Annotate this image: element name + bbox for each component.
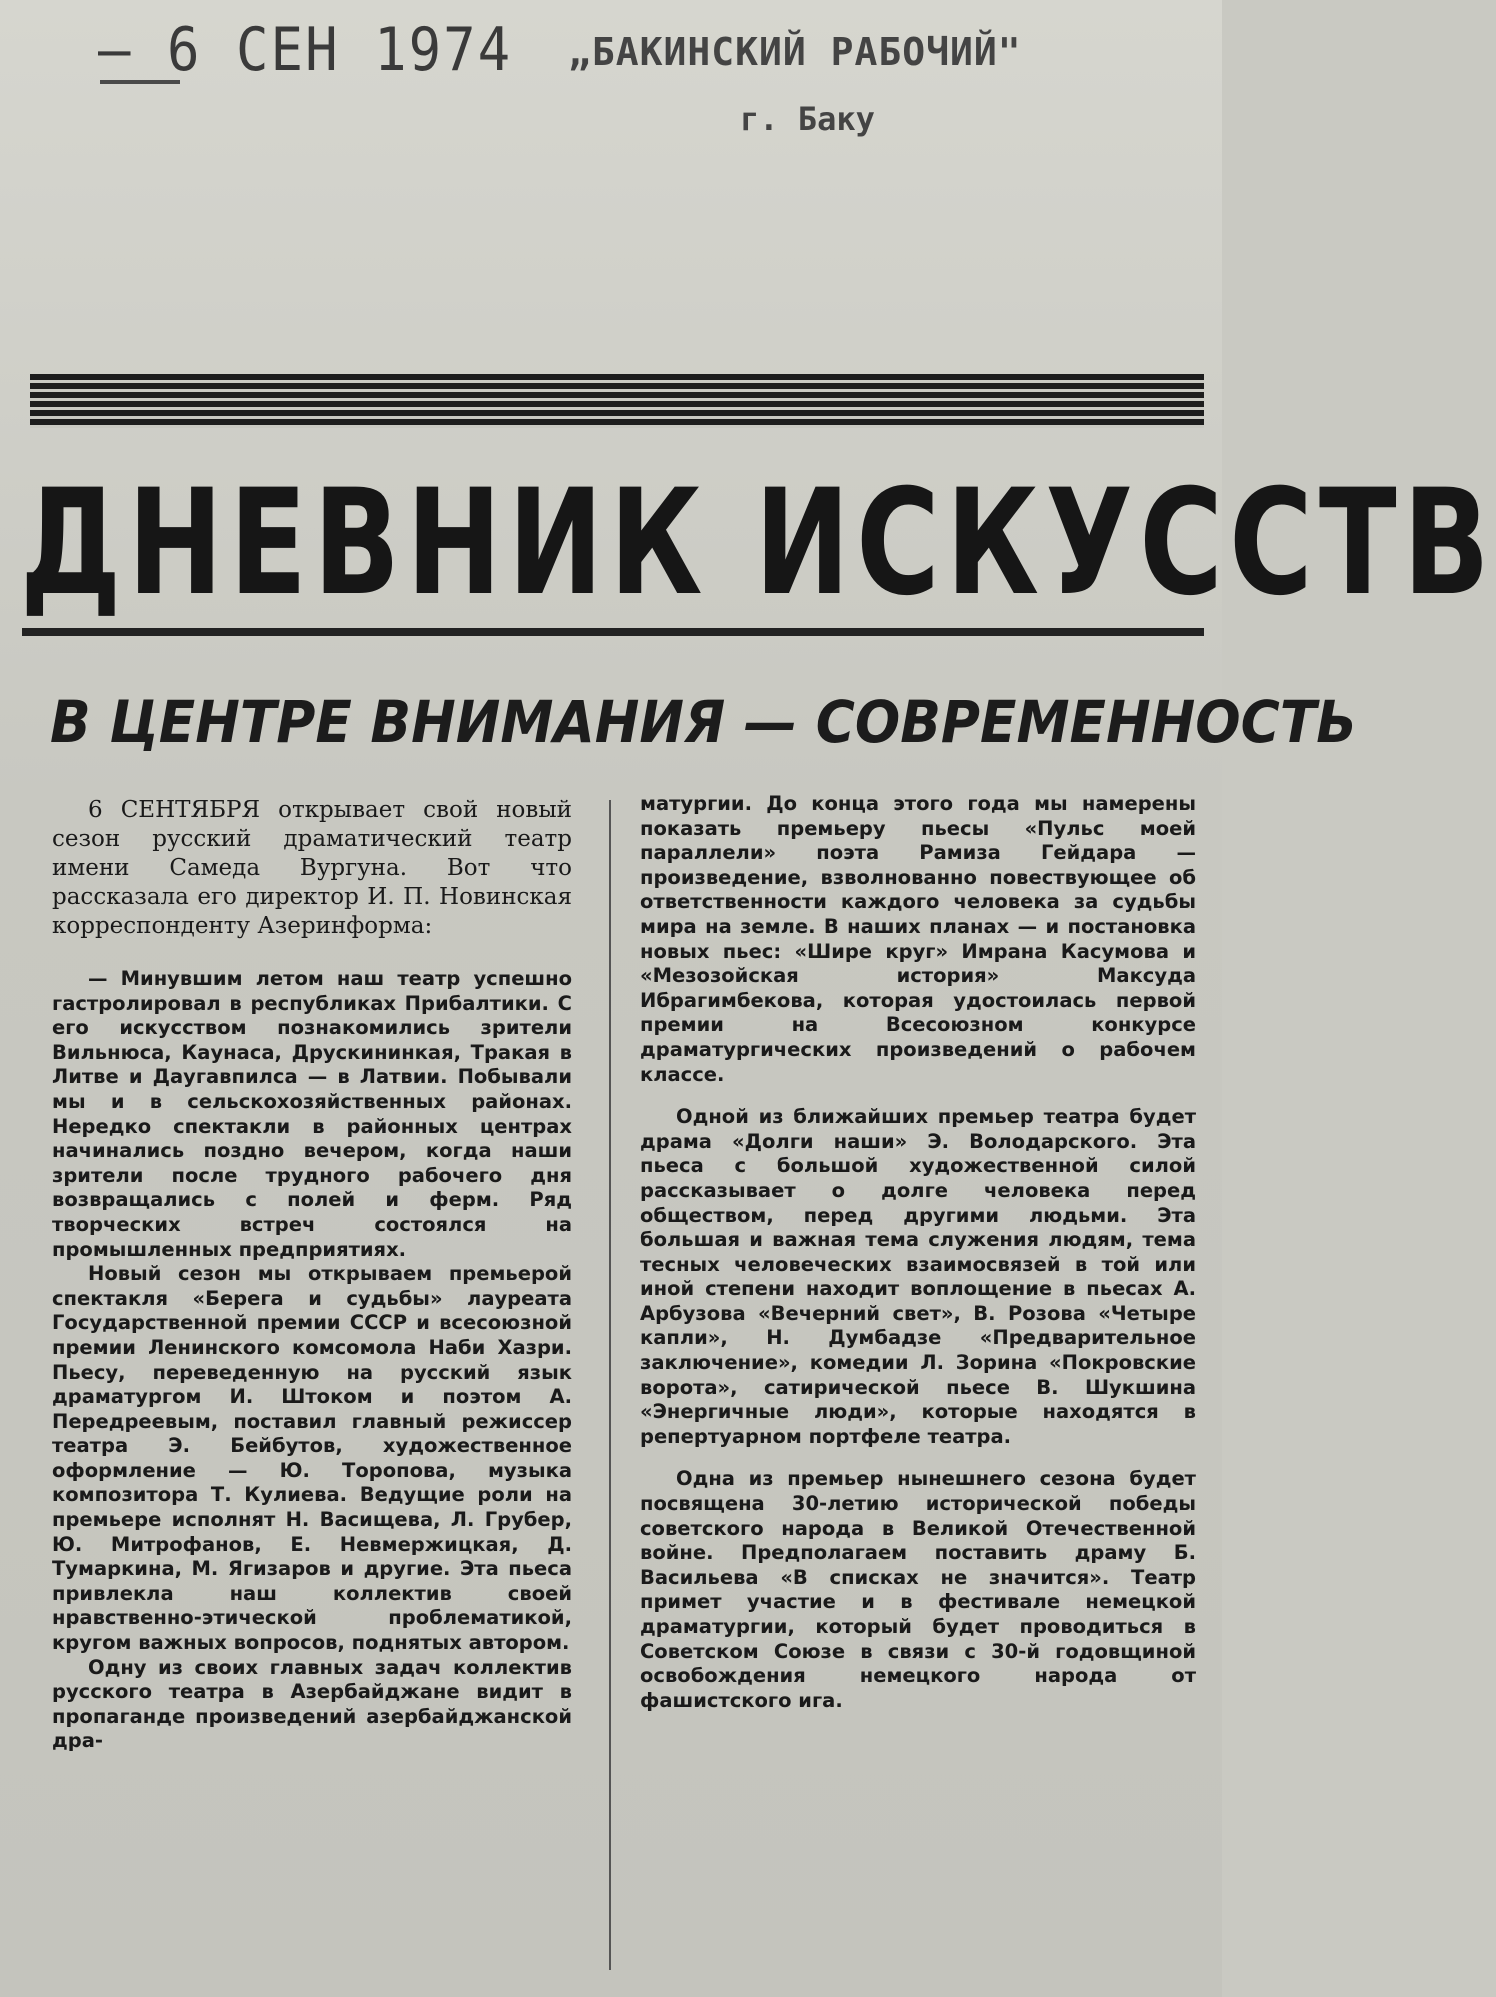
- article-paragraph: Одной из ближайших премьер театра будет драма «Долги наши» Э. Володарского. Эта пьеса с большой художественной силой рассказывает о долге человека перед обществом, перед другими людьми. Эта большая и важная тема служения людям, тема тесных человеческих взаимосвязей в той или иной степени находит воплощение в пьесах А. Арбузова «Вечерний свет», В. Розова «Четыре капли», Н. Думбадзе «Предварительное заключение», комедии Л. Зорина «Покровские ворота», сатирической пьесе В. Шукшина «Энергичные люди», которые находятся в репертуарном портфеле театра.: [640, 1105, 1196, 1448]
- clipping-date-stamp: — 6 СЕН 1974: [98, 14, 513, 85]
- column-divider: [609, 800, 611, 1970]
- article-paragraph: Новый сезон мы открываем премьерой спектакля «Берега и судьбы» лауреата Государственной премии СССР и всесоюзной премии Ленинского комсомола Наби Хазри. Пьесу, переведенную на русский язык драматургом И. Штоком и поэтом А. Передреевым, поставил главный режиссер театра Э. Бейбутов, художественное оформление — Ю. Торопова, музыка композитора Т. Кулиева. Ведущие роли на премьере исполнят Н. Васищева, Л. Грубер, Ю. Митрофанов, Е. Невмержицкая, Д. Тумаркина, М. Ягизаров и другие. Эта пьеса привлекла наш коллектив своей нравственно-этической проблематикой, кругом важных вопросов, поднятых автором.: [52, 1262, 572, 1655]
- article-right-column: [640, 792, 1196, 1713]
- rubric-rule: [22, 628, 1204, 636]
- article-paragraph: Одна из премьер нынешнего сезона будет посвящена 30-летию исторической победы советского народа в Великой Отечественной войне. Предполагаем поставить драму Б. Васильева «В списках не значится». Театр примет участие и в фестивале немецкой драматургии, который будет проводиться в Советском Союзе в связи с 30-й годовщиной освобождения немецкого народа от фашистского ига.: [640, 1467, 1196, 1712]
- rubric-stripes: [30, 374, 1204, 428]
- article-paragraph: — Минувшим летом наш театр успешно гастролировал в республиках Прибалтики. С его искусством познакомились зрители Вильнюса, Каунаса, Друскининкая, Тракая в Литве и Даугавпилса — в Латвии. Побывали мы и в сельскохозяйственных районах. Нередко спектакли в районных центрах начинались поздно вечером, когда наши зрители после трудного рабочего дня возвращались с полей и ферм. Ряд творческих встреч состоялся на промышленных предприятиях.: [52, 967, 572, 1261]
- article-left-column: [52, 796, 572, 1754]
- newspaper-name-stamp: „БАКИНСКИЙ РАБОЧИЙ": [568, 30, 1022, 74]
- article-paragraph: матургии. До конца этого года мы намерены показать премьеру пьесы «Пульс моей параллели» поэта Рамиза Гейдара — произведение, взволнованно повествующее об ответственности каждого человека за судьбы мира на земле. В наших планах — и постановка новых пьес: «Шире круг» Имрана Касумова и «Мезозойская история» Максуда Ибрагимбекова, которая удостоилась первой премии на Всесоюзном конкурсе драматургических произведений о рабочем классе.: [640, 792, 1196, 1086]
- city-stamp: г. Баку: [740, 100, 875, 138]
- article-paragraph: Одну из своих главных задач коллектив русского театра в Азербайджане видит в пропаганде произведений азербайджанской дра-: [52, 1655, 572, 1753]
- article-lead: 6 СЕНТЯБРЯ открывает свой новый сезон русский драматический театр имени Самеда Вургуна. Вот что рассказала его директор И. П. Новинская корреспонденту Азеринформа:: [52, 797, 572, 939]
- article-headline: В ЦЕНТРЕ ВНИМАНИЯ — СОВРЕМЕННОСТЬ: [50, 688, 1357, 756]
- rubric-title: ДНЕВНИК ИСКУССТВ: [20, 458, 1496, 628]
